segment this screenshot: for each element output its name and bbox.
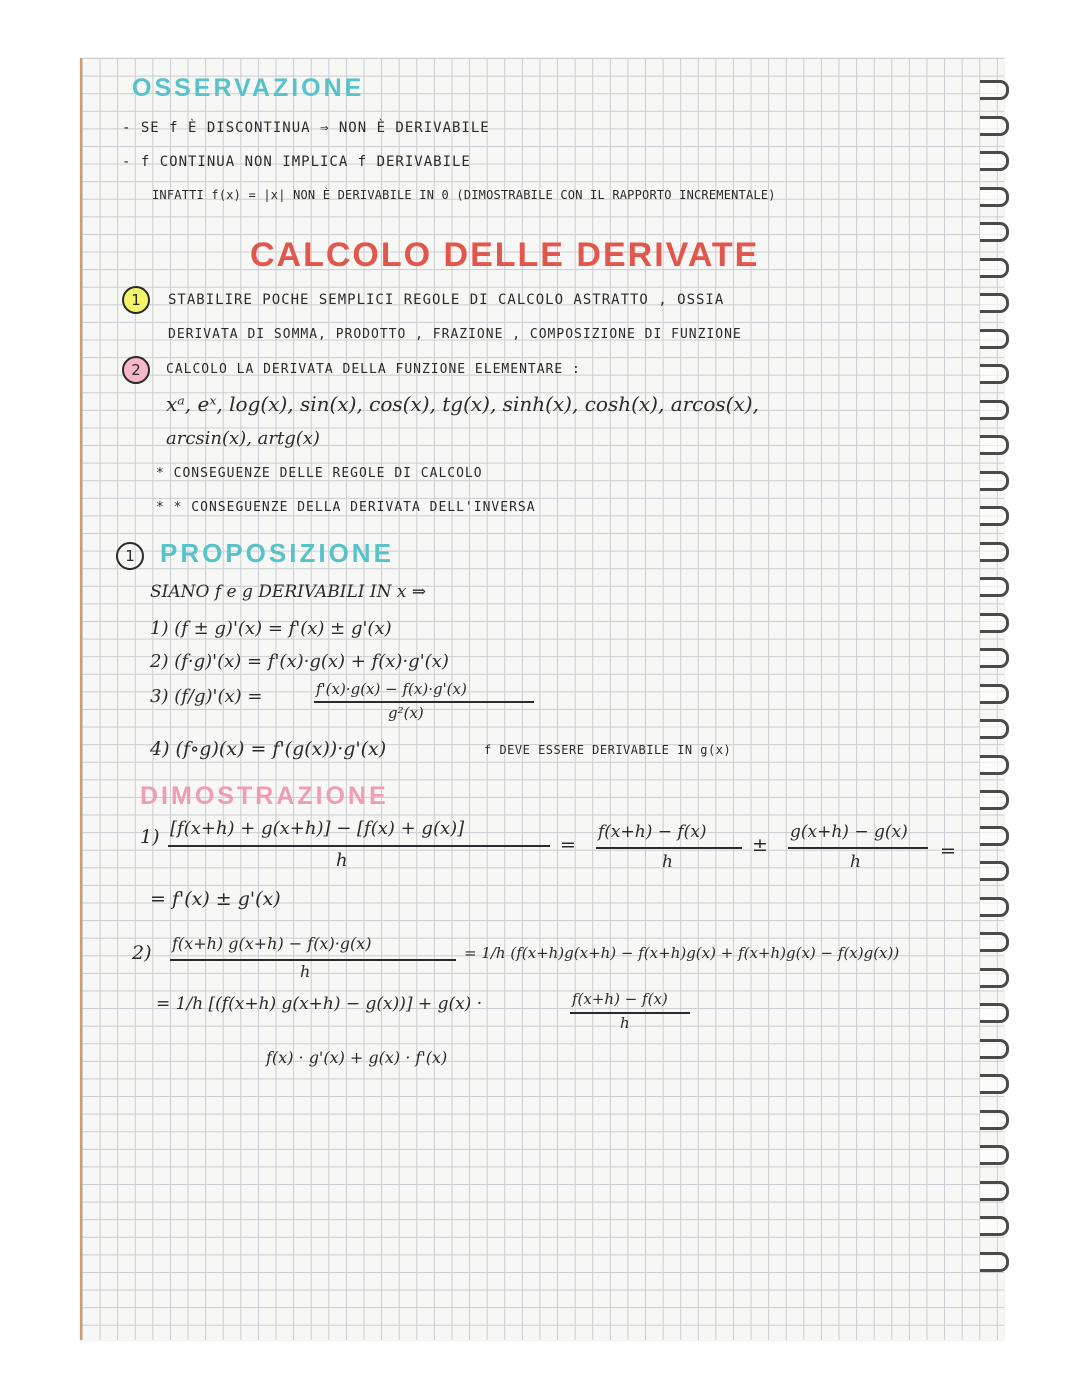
proof-2-line-2: = 1/h [(f(x+h) g(x+h) − g(x))] + g(x) ·	[156, 994, 483, 1014]
spiral-ring	[980, 613, 1009, 633]
spiral-ring	[980, 435, 1009, 455]
note-single-star: * CONSEGUENZE DELLE REGOLE DI CALCOLO	[156, 466, 483, 481]
item-1-number: 1	[122, 286, 150, 314]
proof-2-line-2-numerator: f(x+h) − f(x)	[572, 990, 668, 1008]
spiral-ring	[980, 1039, 1009, 1059]
rule-product: 2) (f·g)'(x) = f'(x)·g(x) + f(x)·g'(x)	[150, 651, 449, 672]
proof-2-fraction-line	[170, 959, 456, 961]
item-2-line-1: CALCOLO LA DERIVATA DELLA FUNZIONE ELEMENTARE :	[166, 362, 581, 377]
rule-quotient-fraction-line	[314, 701, 534, 703]
proof-2-line-2-denominator: h	[620, 1014, 630, 1032]
spiral-ring	[980, 897, 1009, 917]
elementary-functions-line-1: xᵃ, eˣ, log(x), sin(x), cos(x), tg(x), sinh(x), cosh(x), arcos(x),	[166, 392, 759, 416]
proposizione-number: 1	[116, 542, 144, 570]
rule-composition-note: f DEVE ESSERE DERIVABILE IN g(x)	[484, 743, 732, 757]
osservazione-line-3: INFATTI f(x) = |x| NON È DERIVABILE IN 0 (DIMOSTRABILE CON IL RAPPORTO INCREMENTALE)	[152, 188, 776, 202]
proof-1-equals: =	[560, 834, 576, 856]
proof-1-g-denominator: h	[850, 852, 861, 872]
proof-1-label: 1)	[140, 826, 160, 848]
osservazione-line-1: - SE f È DISCONTINUA ⇒ NON È DERIVABILE	[122, 120, 490, 136]
proof-1-denominator: h	[336, 850, 348, 871]
spiral-ring	[980, 1145, 1009, 1165]
spiral-ring	[980, 826, 1009, 846]
proof-1-numerator: [f(x+h) + g(x+h)] − [f(x) + g(x)]	[170, 818, 465, 839]
spiral-ring	[980, 151, 1009, 171]
spiral-ring	[980, 577, 1009, 597]
osservazione-title: OSSERVAZIONE	[132, 74, 365, 102]
osservazione-line-2: - f CONTINUA NON IMPLICA f DERIVABILE	[122, 154, 471, 170]
proposizione-title: PROPOSIZIONE	[160, 538, 394, 568]
rule-composition: 4) (f∘g)(x) = f'(g(x))·g'(x)	[150, 738, 387, 760]
spiral-ring	[980, 968, 1009, 988]
proof-1-g-fraction-line	[788, 847, 928, 849]
spiral-ring	[980, 116, 1009, 136]
spiral-ring	[980, 932, 1009, 952]
spiral-ring	[980, 1181, 1009, 1201]
spiral-ring	[980, 861, 1009, 881]
proof-1-f-fraction-line	[596, 847, 742, 849]
spiral-ring	[980, 755, 1009, 775]
spiral-ring	[980, 329, 1009, 349]
spiral-ring	[980, 364, 1009, 384]
dimostrazione-title: DIMOSTRAZIONE	[140, 782, 389, 810]
proof-2-limits: f(x) · g'(x) + g(x) · f'(x)	[266, 1048, 448, 1067]
note-double-star: * * CONSEGUENZE DELLA DERIVATA DELL'INVERSA	[156, 500, 536, 515]
item-1-line-1: STABILIRE POCHE SEMPLICI REGOLE DI CALCOLO ASTRATTO , OSSIA	[168, 292, 725, 308]
item-1-line-2: DERIVATA DI SOMMA, PRODOTTO , FRAZIONE , COMPOSIZIONE DI FUNZIONE	[168, 327, 742, 342]
spiral-ring	[980, 293, 1009, 313]
spiral-ring	[980, 1110, 1009, 1130]
spiral-ring	[980, 506, 1009, 526]
spiral-ring	[980, 80, 1009, 100]
spiral-ring	[980, 400, 1009, 420]
proof-2-label: 2)	[132, 942, 152, 964]
spiral-ring	[980, 187, 1009, 207]
proof-1-plus-minus: ±	[752, 834, 768, 856]
spiral-ring	[980, 471, 1009, 491]
proposizione-intro: SIANO f e g DERIVABILI IN x ⇒	[150, 582, 427, 602]
proof-1-g-numerator: g(x+h) − g(x)	[790, 822, 908, 842]
proof-1-f-numerator: f(x+h) − f(x)	[598, 822, 707, 842]
proof-1-result: = f'(x) ± g'(x)	[150, 888, 281, 910]
rule-sum: 1) (f ± g)'(x) = f'(x) ± g'(x)	[150, 618, 392, 639]
spiral-ring	[980, 222, 1009, 242]
spiral-ring	[980, 648, 1009, 668]
elementary-functions-line-2: arcsin(x), artg(x)	[166, 428, 320, 449]
rule-quotient-numerator: f'(x)·g(x) − f(x)·g'(x)	[316, 680, 467, 698]
proof-1-fraction-line	[168, 845, 550, 847]
rule-quotient-denominator: g²(x)	[388, 704, 424, 722]
rule-quotient-lhs: 3) (f/g)'(x) =	[150, 686, 263, 707]
spiral-ring	[980, 790, 1009, 810]
spiral-ring	[980, 542, 1009, 562]
spiral-ring	[980, 684, 1009, 704]
proof-2-numerator: f(x+h) g(x+h) − f(x)·g(x)	[172, 934, 372, 953]
spiral-ring	[980, 1216, 1009, 1236]
proof-2-rhs: = 1/h (f(x+h)g(x+h) − f(x+h)g(x) + f(x+h)g(x) − f(x)g(x))	[464, 944, 900, 962]
spiral-binding	[980, 80, 1014, 1340]
proof-1-f-denominator: h	[662, 852, 673, 872]
spiral-ring	[980, 1074, 1009, 1094]
spiral-ring	[980, 1003, 1009, 1023]
spiral-ring	[980, 1252, 1009, 1272]
item-2-number: 2	[122, 356, 150, 384]
spiral-ring	[980, 258, 1009, 278]
calcolo-title: CALCOLO DELLE DERIVATE	[250, 236, 760, 274]
proof-1-equals-2: =	[940, 840, 956, 862]
proof-2-line-2-fraction-line	[570, 1012, 690, 1014]
spiral-ring	[980, 719, 1009, 739]
proof-2-denominator: h	[300, 962, 311, 981]
